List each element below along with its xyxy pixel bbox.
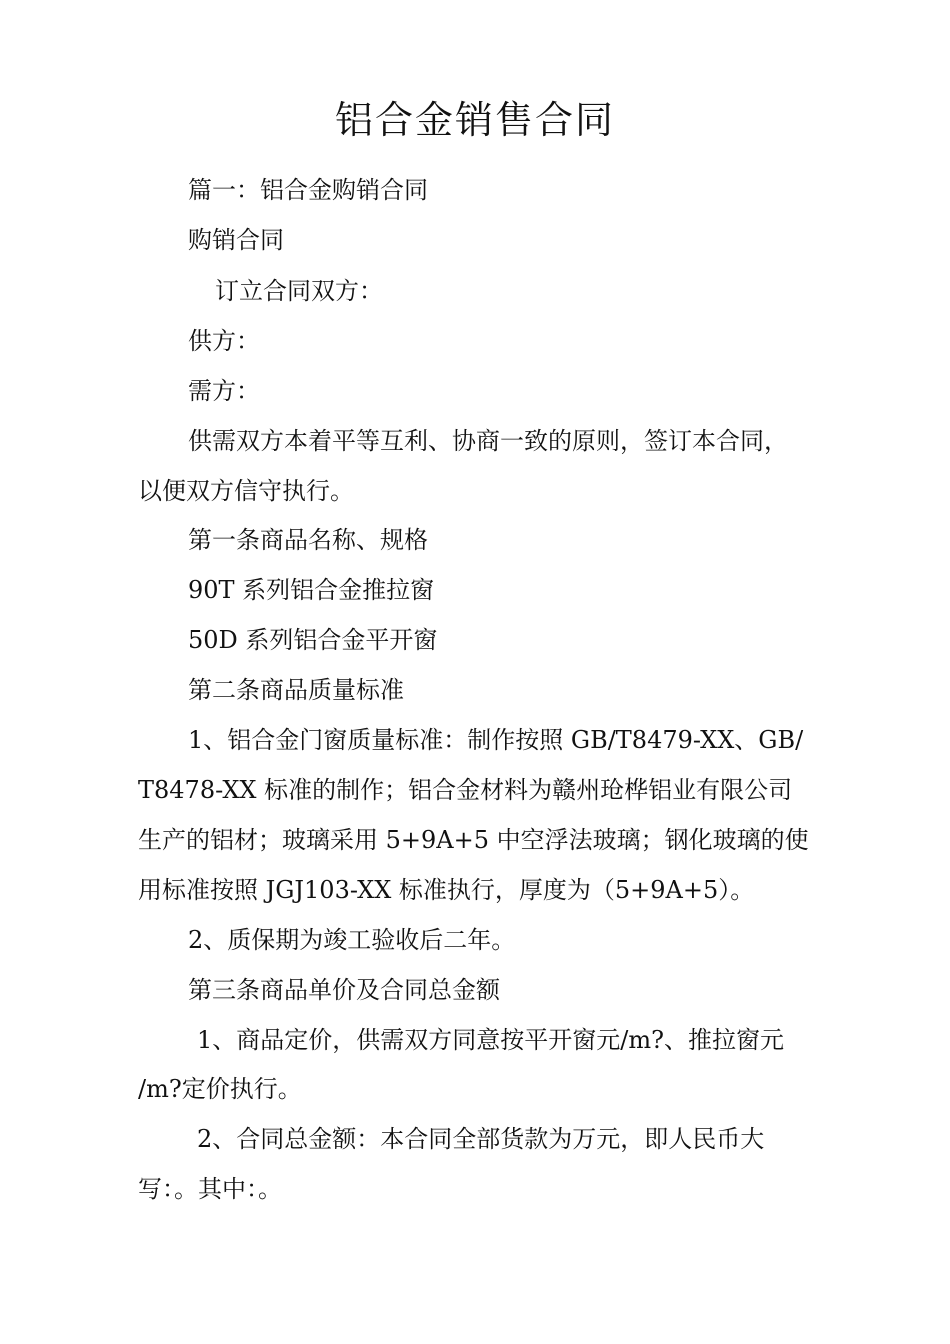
- article-heading: 第一条商品名称、规格: [188, 526, 428, 554]
- supplier-label: 供方：: [188, 327, 260, 355]
- article-heading: 第二条商品质量标准: [188, 676, 404, 704]
- parties-label: 订立合同双方：: [215, 277, 383, 305]
- paragraph-line: 写：。其中：。: [138, 1175, 282, 1203]
- paragraph-line: 供需双方本着平等互利、协商一致的原则，签订本合同，: [188, 427, 788, 455]
- paragraph-line: T8478-XX 标准的制作；铝合金材料为赣州玱桦铝业有限公司: [138, 776, 793, 804]
- document-title: 铝合金销售合同: [334, 98, 615, 142]
- paragraph-line: /m?定价执行。: [138, 1075, 302, 1103]
- paragraph-line: 2、合同总金额：本合同全部货款为万元，即人民币大: [197, 1125, 765, 1153]
- product-item: 90T 系列铝合金推拉窗: [188, 576, 435, 604]
- paragraph-line: 2、质保期为竣工验收后二年。: [188, 926, 516, 954]
- buyer-label: 需方：: [188, 377, 260, 405]
- contract-heading: 购销合同: [188, 226, 284, 254]
- paragraph-line: 以便双方信守执行。: [138, 477, 354, 505]
- paragraph-line: 1、商品定价，供需双方同意按平开窗元/m?、推拉窗元: [197, 1026, 784, 1054]
- paragraph-line: 生产的铝材；玻璃采用 5+9A+5 中空浮法玻璃；钢化玻璃的使: [138, 826, 809, 854]
- paragraph-line: 1、铝合金门窗质量标准：制作按照 GB/T8479-XX、GB/: [188, 726, 804, 754]
- section-heading: 篇一：铝合金购销合同: [188, 176, 428, 204]
- product-item: 50D 系列铝合金平开窗: [188, 626, 438, 654]
- paragraph-line: 用标准按照 JGJ103-XX 标准执行，厚度为（5+9A+5）。: [138, 876, 755, 904]
- article-heading: 第三条商品单价及合同总金额: [188, 976, 500, 1004]
